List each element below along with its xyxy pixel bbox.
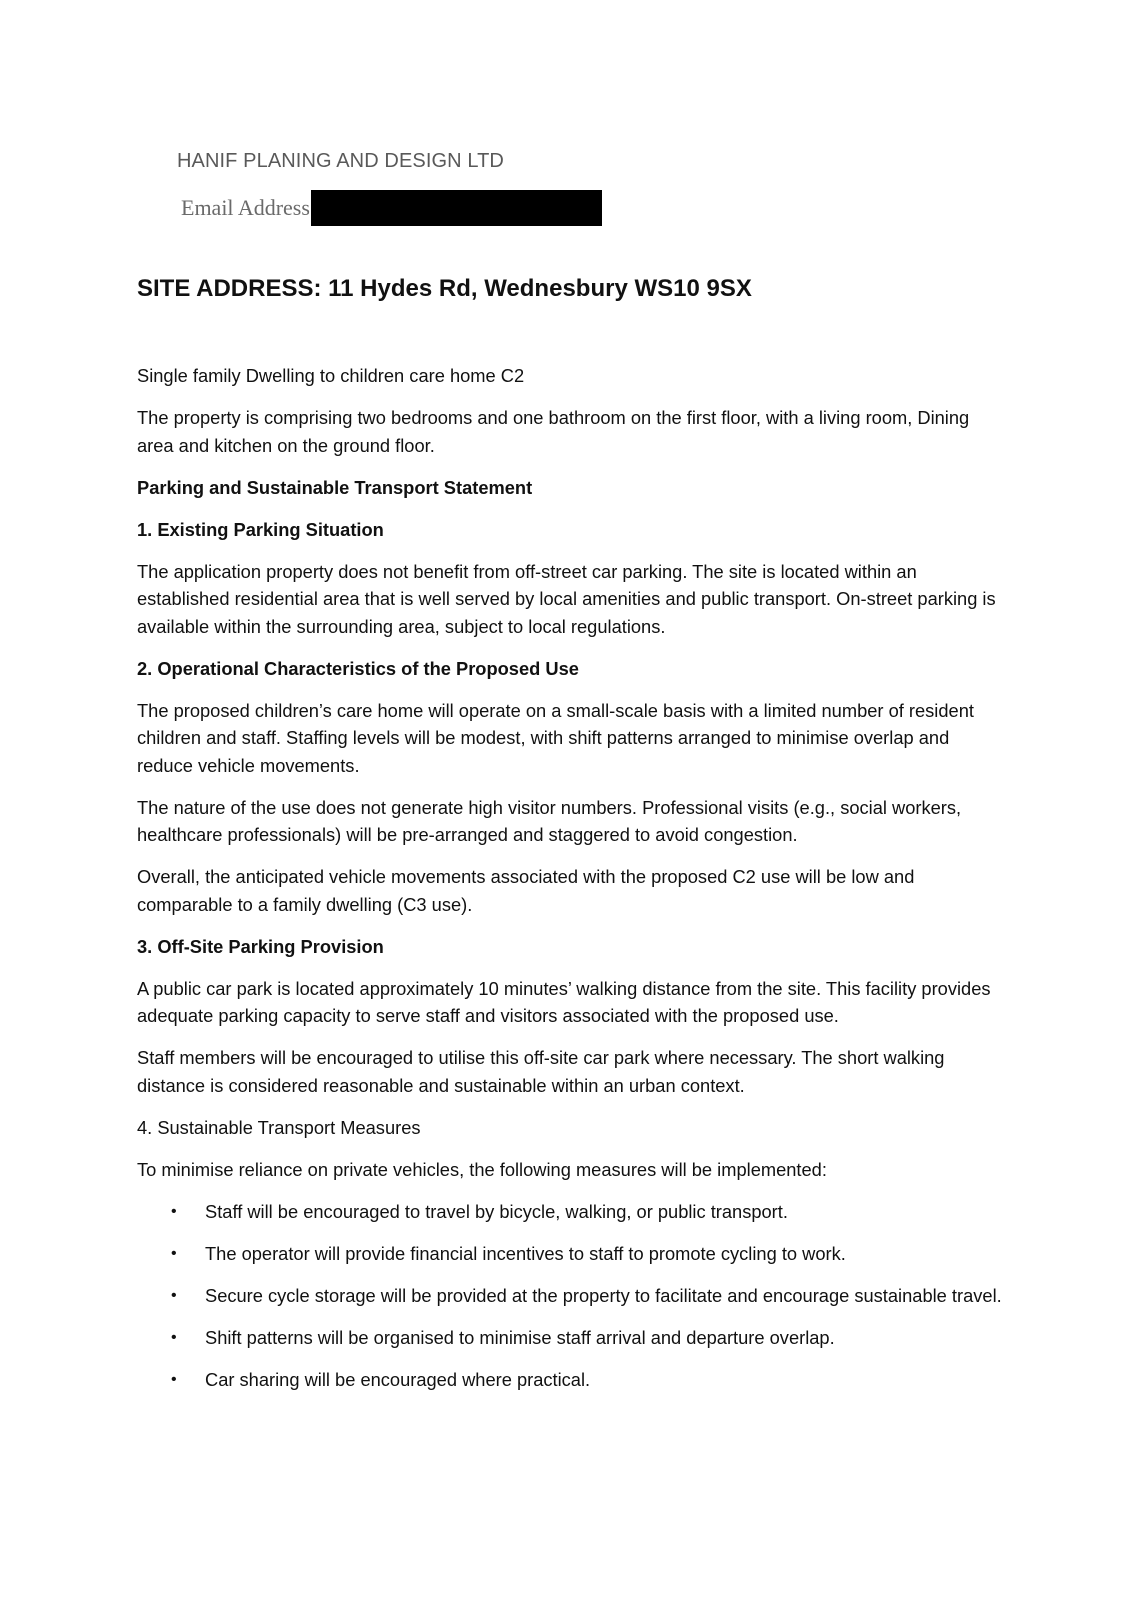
company-name: HANIF PLANING AND DESIGN LTD <box>177 150 504 172</box>
list-item-text: Staff will be encouraged to travel by bicycle, walking, or public transport. <box>205 1200 788 1222</box>
bullet-icon: • <box>171 1370 177 1388</box>
section-4-intro: To minimise reliance on private vehicles, the following measures will be implemented: <box>137 1158 827 1180</box>
use-change-line: Single family Dwelling to children care home C2 <box>137 365 525 386</box>
section-2-paragraph-2: The nature of the use does not generate high visitor numbers. Professional visits (e.g., social workers, healthcare professionals) will be pre-arranged and staggered to avoid congestion. <box>137 796 962 845</box>
list-item <box>137 1366 1007 1394</box>
list-item <box>137 1324 1007 1352</box>
section-2-paragraph-1: The proposed children’s care home will operate on a small-scale basis with a limited number of resident children and staff. Staffing levels will be modest, with shift patterns arranged to minimise overlap and reduce vehicle movements. <box>137 699 974 776</box>
list-item-text: Car sharing will be encouraged where practical. <box>205 1368 591 1390</box>
document-body <box>137 362 1007 1408</box>
email-line <box>181 190 602 226</box>
section-3-paragraph-2: Staff members will be encouraged to utilise this off-site car park where necessary. The short walking distance is considered reasonable and sustainable within an urban context. <box>137 1047 945 1096</box>
list-item <box>137 1198 1007 1226</box>
list-item <box>137 1240 1007 1268</box>
bullet-icon: • <box>171 1286 177 1304</box>
section-2-paragraph-3: Overall, the anticipated vehicle movements associated with the proposed C2 use will be low and comparable to a family dwelling (C3 use). <box>137 866 915 915</box>
section-2-heading: 2. Operational Characteristics of the Proposed Use <box>137 657 579 679</box>
list-item-text: The operator will provide financial incentives to staff to promote cycling to work. <box>205 1242 846 1264</box>
measures-list <box>137 1198 1007 1394</box>
property-description: The property is comprising two bedrooms and one bathroom on the first floor, with a living room, Dining area and kitchen on the ground floor. <box>137 407 970 456</box>
list-item-text: Shift patterns will be organised to minimise staff arrival and departure overlap. <box>205 1326 835 1348</box>
list-item <box>137 1282 1007 1310</box>
bullet-icon: • <box>171 1202 177 1220</box>
section-4-heading: 4. Sustainable Transport Measures <box>137 1116 421 1138</box>
section-3-paragraph-1: A public car park is located approximately 10 minutes’ walking distance from the site. This facility provides adequate parking capacity to serve staff and visitors associated with the proposed use. <box>137 977 991 1026</box>
site-address-heading: SITE ADDRESS: 11 Hydes Rd, Wednesbury WS10 9SX <box>137 275 752 302</box>
section-1-heading: 1. Existing Parking Situation <box>137 518 384 540</box>
email-label: Email Address <box>181 195 310 220</box>
section-1-paragraph: The application property does not benefit from off-street car parking. The site is located within an established residential area that is well served by local amenities and public transport. On-street parking is available within the surrounding area, subject to local regulations. <box>137 560 996 637</box>
list-item-text: Secure cycle storage will be provided at the property to facilitate and encourage sustainable travel. <box>205 1284 1002 1306</box>
section-3-heading: 3. Off-Site Parking Provision <box>137 935 384 957</box>
statement-title: Parking and Sustainable Transport Statement <box>137 476 533 498</box>
redaction-bar <box>311 190 602 226</box>
bullet-icon: • <box>171 1244 177 1262</box>
bullet-icon: • <box>171 1328 177 1346</box>
